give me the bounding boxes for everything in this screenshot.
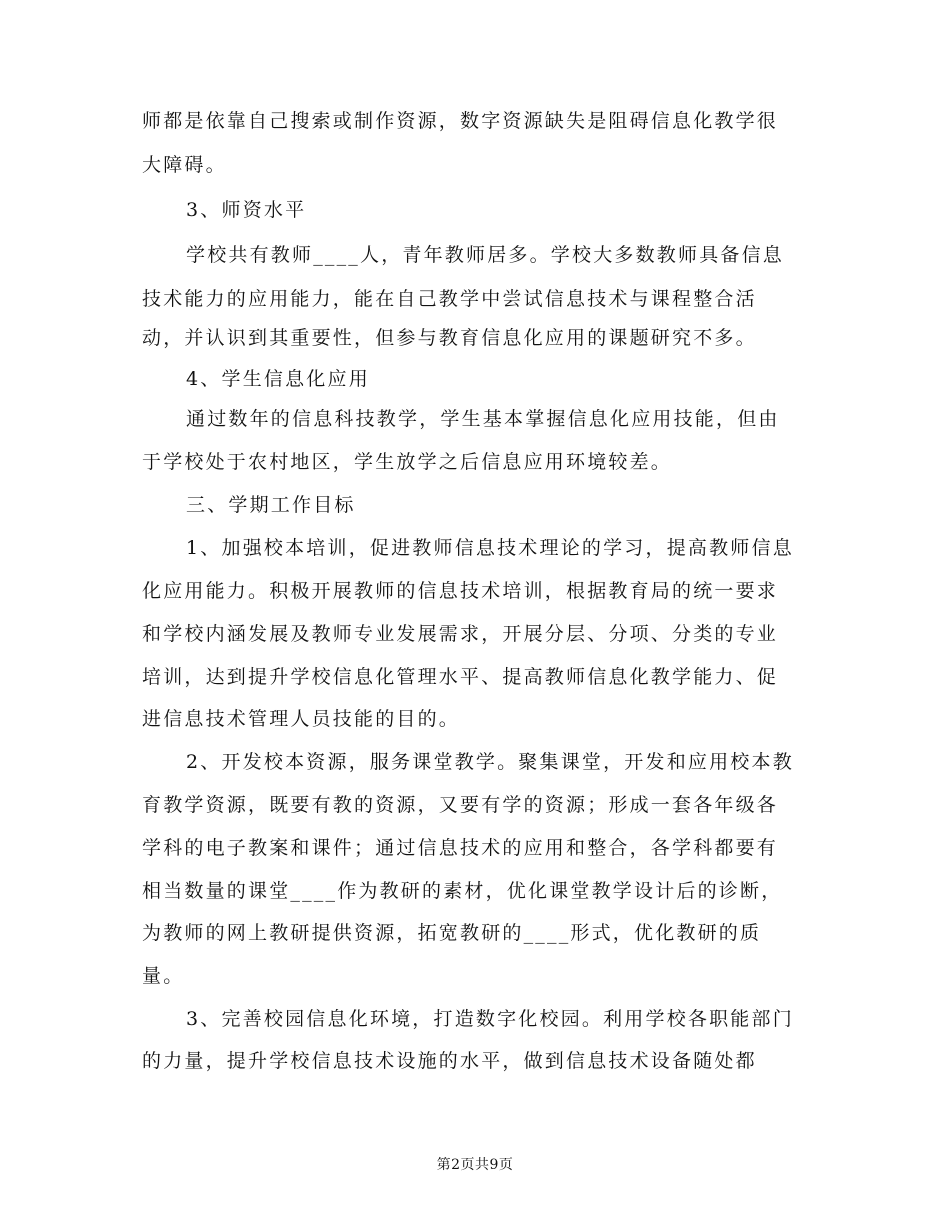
text-line: 的力量，提升学校信息技术设施的水平，做到信息技术设备随处都	[142, 1050, 757, 1072]
text-line: 进信息技术管理人员技能的目的。	[142, 708, 461, 730]
text-line: 1、加强校本培训，促进教师信息技术理论的学习，提高教师信息	[186, 537, 794, 559]
text-line: 于学校处于农村地区，学生放学之后信息应用环境较差。	[142, 451, 673, 473]
text-line: 3、完善校园信息化环境，打造数字化校园。利用学校各职能部门	[186, 1008, 794, 1030]
text-line: 大障碍。	[142, 154, 227, 176]
text-line: 动，并认识到其重要性，但参与教育信息化应用的课题研究不多。	[142, 327, 757, 349]
text-line: 育教学资源，既要有教的资源，又要有学的资源；形成一套各年级各	[142, 794, 779, 816]
text-line: 培训，达到提升学校信息化管理水平、提高教师信息化教学能力、促	[142, 666, 779, 688]
text-line: 师都是依靠自己搜索或制作资源，数字资源缺失是阻碍信息化教学很	[142, 110, 779, 132]
text-line: 通过数年的信息科技教学，学生基本掌握信息化应用技能，但由	[186, 408, 780, 430]
section-heading: 4、学生信息化应用	[186, 368, 370, 390]
text-line: 技术能力的应用能力，能在自己教学中尝试信息技术与课程整合活	[142, 288, 757, 310]
section-heading: 三、学期工作目标	[186, 494, 356, 516]
text-line: 量。	[142, 965, 185, 987]
text-line: 化应用能力。积极开展教师的信息技术培训，根据教育局的统一要求	[142, 580, 779, 602]
text-line: 为教师的网上教研提供资源，拓宽教研的____形式，优化教研的质	[142, 922, 762, 944]
page-number: 第2页共9页	[436, 1157, 514, 1173]
text-line: 和学校内涵发展及教师专业发展需求，开展分层、分项、分类的专业	[142, 623, 779, 645]
text-line: 相当数量的课堂____作为教研的素材，优化课堂教学设计后的诊断，	[142, 880, 783, 902]
text-line: 学科的电子教案和课件；通过信息技术的应用和整合，各学科都要有	[142, 837, 779, 859]
text-line: 学校共有教师____人，青年教师居多。学校大多数教师具备信息	[186, 244, 785, 266]
text-line: 2、开发校本资源，服务课堂教学。聚集课堂，开发和应用校本教	[186, 751, 794, 773]
section-heading: 3、师资水平	[186, 199, 307, 221]
